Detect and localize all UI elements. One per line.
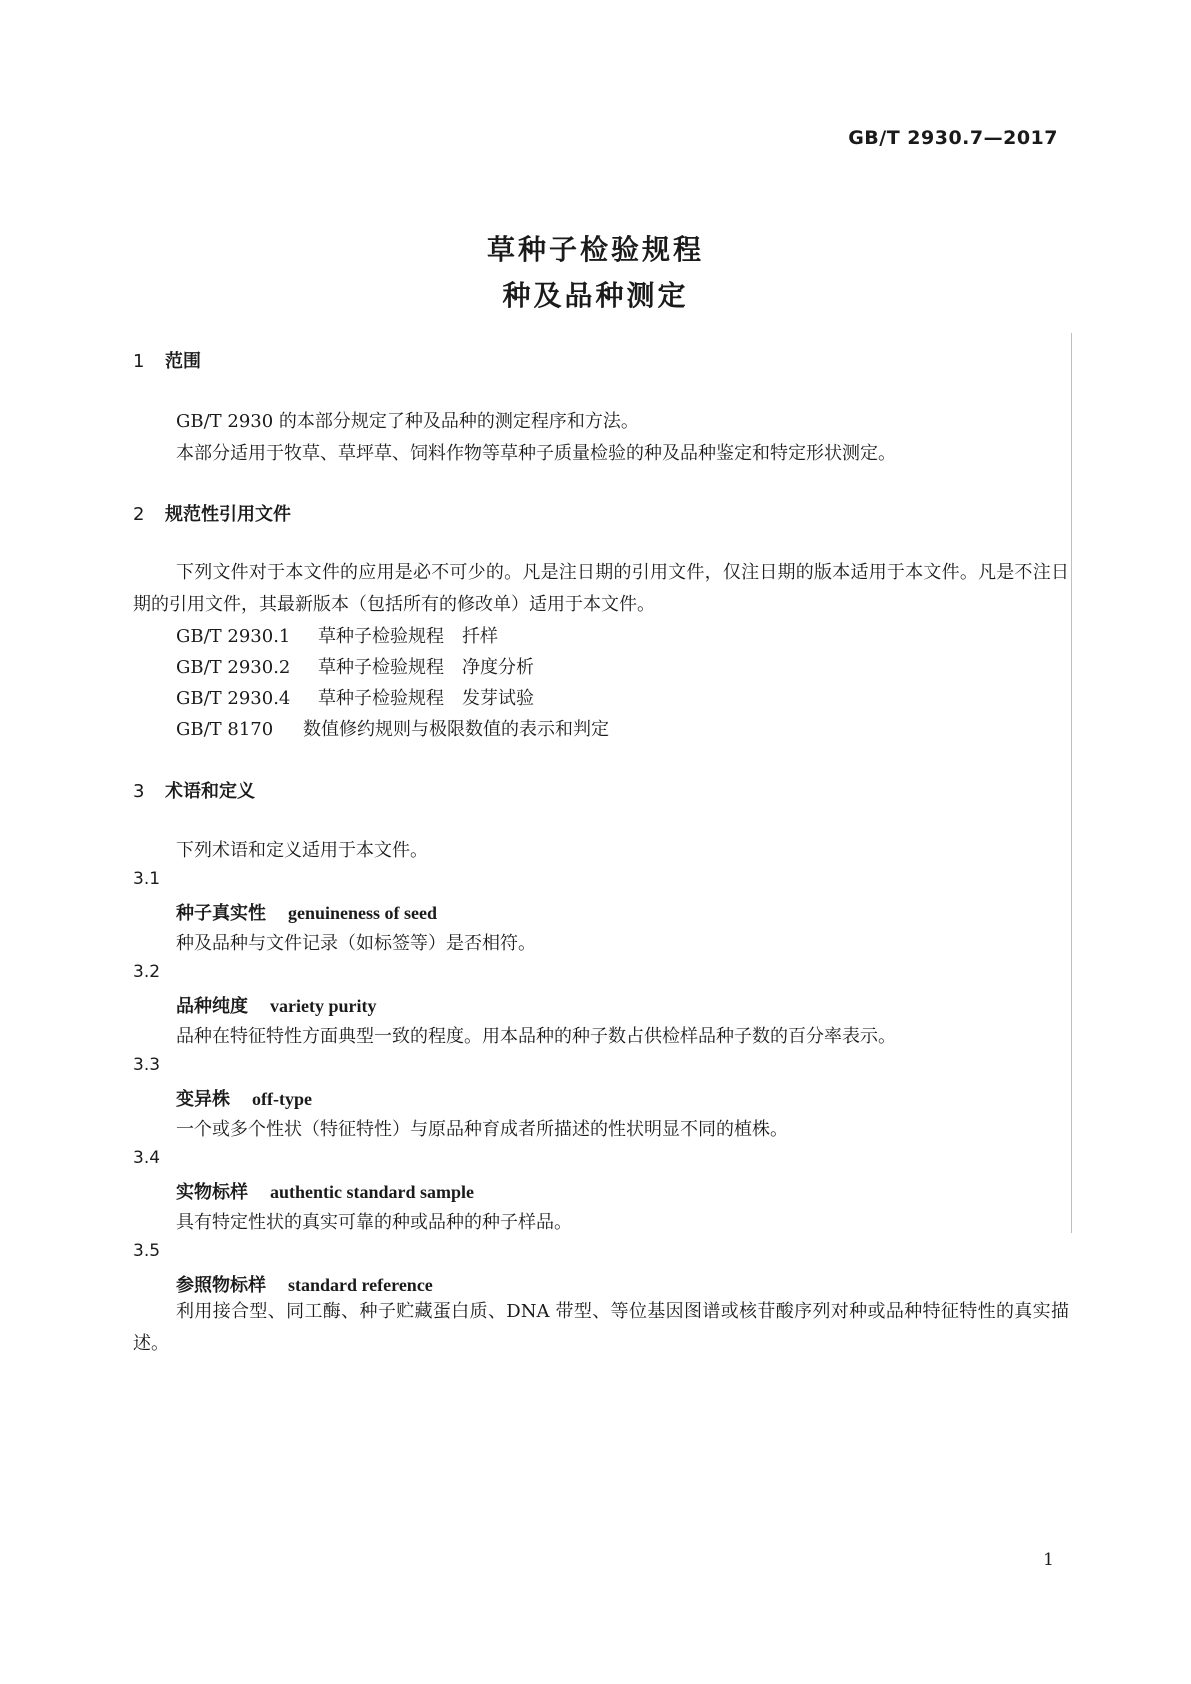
- reference-code: GB/T 8170: [176, 719, 274, 740]
- reference-code: GB/T 2930.1: [176, 626, 291, 647]
- section-number: 3: [133, 781, 145, 802]
- term-en: genuineness of seed: [288, 903, 438, 923]
- term-en: off-type: [252, 1089, 312, 1109]
- margin-rule: [1071, 333, 1072, 1233]
- paragraph: GB/T 2930 的本部分规定了种及品种的测定程序和方法。: [176, 411, 639, 432]
- term-zh: 变异株: [176, 1089, 230, 1110]
- reference-code: GB/T 2930.4: [176, 688, 291, 709]
- document-title: 草种子检验规程: [486, 233, 704, 266]
- section-number: 1: [133, 351, 145, 372]
- term-definition: 利用接合型、同工酶、种子贮藏蛋白质、DNA 带型、等位基因图谱或核苷酸序列对种或品种特征特性的真实描述。: [133, 1301, 1069, 1354]
- term-number: 3.4: [133, 1148, 161, 1168]
- section-title: 规范性引用文件: [165, 504, 291, 525]
- term-en: authentic standard sample: [270, 1182, 475, 1202]
- reference-title: 数值修约规则与极限数值的表示和判定: [303, 719, 609, 740]
- document-subtitle: 种及品种测定: [502, 279, 689, 312]
- paragraph: 下列术语和定义适用于本文件。: [176, 840, 428, 861]
- term-heading: [176, 992, 376, 1018]
- reference-code: GB/T 2930.2: [176, 657, 291, 678]
- term-en: variety purity: [270, 996, 377, 1016]
- term-en: standard reference: [288, 1275, 433, 1295]
- term-heading: [176, 1178, 474, 1204]
- reference-title: 草种子检验规程 扦样: [318, 626, 498, 647]
- paragraph: 本部分适用于牧草、草坪草、饲料作物等草种子质量检验的种及品种鉴定和特定形状测定。: [176, 443, 896, 464]
- term-definition: 品种在特征特性方面典型一致的程度。用本品种的种子数占供检样品种子数的百分率表示。: [176, 1026, 896, 1047]
- paragraph: 下列文件对于本文件的应用是必不可少的。凡是注日期的引用文件，仅注日期的版本适用于本文件。凡是不注日期的引用文件，其最新版本（包括所有的修改单）适用于本文件。: [133, 562, 1069, 615]
- page-number: 1: [1043, 1550, 1054, 1570]
- term-heading: [176, 1271, 433, 1297]
- term-number: 3.1: [133, 869, 161, 889]
- term-definition: 一个或多个性状（特征特性）与原品种育成者所描述的性状明显不同的植株。: [176, 1119, 788, 1140]
- reference-item: [176, 715, 609, 741]
- standard-number: GB/T 2930.7—2017: [848, 127, 1058, 149]
- section-number: 2: [133, 504, 145, 525]
- term-zh: 品种纯度: [176, 996, 248, 1017]
- term-definition: 具有特定性状的真实可靠的种或品种的种子样品。: [176, 1212, 572, 1233]
- term-zh: 实物标样: [176, 1182, 248, 1203]
- section-heading-references: [133, 500, 291, 526]
- term-number: 3.5: [133, 1241, 161, 1261]
- section-title: 范围: [165, 351, 201, 372]
- reference-title: 草种子检验规程 净度分析: [318, 657, 534, 678]
- term-number: 3.3: [133, 1055, 161, 1075]
- term-zh: 种子真实性: [176, 903, 266, 924]
- term-heading: [176, 899, 437, 925]
- term-definition: 种及品种与文件记录（如标签等）是否相符。: [176, 933, 536, 954]
- section-heading-terms: [133, 777, 255, 803]
- reference-item: [176, 653, 534, 679]
- reference-item: [176, 684, 534, 710]
- term-zh: 参照物标样: [176, 1275, 266, 1296]
- section-heading-scope: [133, 347, 201, 373]
- reference-title: 草种子检验规程 发芽试验: [318, 688, 534, 709]
- term-number: 3.2: [133, 962, 161, 982]
- section-title: 术语和定义: [165, 781, 255, 802]
- term-heading: [176, 1085, 312, 1111]
- reference-item: [176, 622, 498, 648]
